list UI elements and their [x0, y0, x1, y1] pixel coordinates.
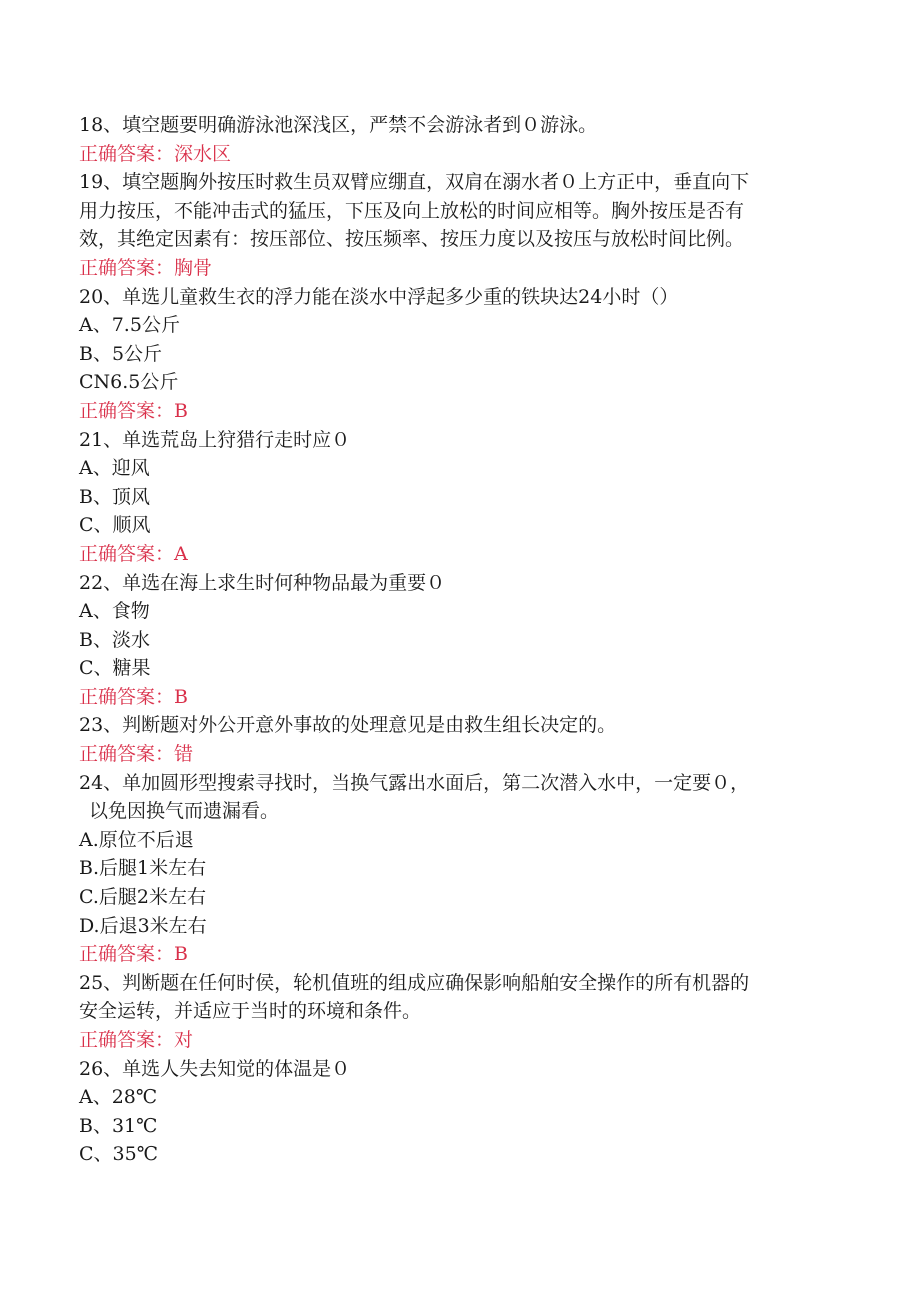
question-text: 22、单选在海上求生时何种物品最为重要０	[79, 571, 446, 594]
option-item: C.后腿2米左右	[79, 886, 206, 909]
answer-label: 正确答案：	[79, 256, 175, 279]
option-item: B、淡水	[79, 628, 150, 651]
answer-label: 正确答案：	[79, 685, 175, 708]
question-block	[79, 1055, 879, 1169]
answer-label: 正确答案：	[79, 943, 175, 966]
question-block	[79, 283, 879, 426]
answer-value: B	[174, 943, 188, 966]
answer-line	[79, 254, 879, 283]
question-text: 20、单选儿童救生衣的浮力能在淡水中浮起多少重的铁块达24小时（）	[79, 285, 679, 308]
answer-line	[79, 140, 879, 169]
answer-line	[79, 1026, 879, 1055]
answer-label: 正确答案：	[79, 542, 175, 565]
question-block	[79, 569, 879, 712]
document-page	[79, 111, 879, 1169]
answer-label: 正确答案：	[79, 743, 175, 766]
answer-line	[79, 940, 879, 969]
answer-line	[79, 540, 879, 569]
question-text: 安全运转，并适应于当时的环境和条件。	[79, 1000, 422, 1023]
answer-label: 正确答案：	[79, 1029, 175, 1051]
option-item: B.后腿1米左右	[79, 857, 207, 880]
answer-line	[79, 683, 879, 712]
option-item: B、顶风	[79, 485, 150, 508]
answer-value: 胸骨	[174, 256, 213, 279]
option-item: A、7.5公斤	[79, 314, 180, 337]
question-block	[79, 711, 879, 768]
question-block	[79, 426, 879, 569]
question-block	[79, 168, 879, 282]
answer-value: B	[174, 399, 188, 422]
answer-value: 对	[174, 1029, 194, 1051]
option-item: B、5公斤	[79, 342, 163, 365]
question-text: 23、判断题对外公开意外事故的处理意见是由救生组长决定的。	[79, 714, 617, 737]
question-text: 18、填空题要明确游泳池深浅区，严禁不会游泳者到０游泳。	[79, 114, 598, 136]
option-item: A、28℃	[79, 1086, 158, 1109]
answer-value: A	[174, 542, 188, 565]
question-text: 25、判断题在任何时侯，轮机值班的组成应确保影响船舶安全操作的所有机器的	[79, 971, 750, 994]
question-text: 效，其绝定因素有：按压部位、按压频率、按压力度以及按压与放松时间比例。	[79, 228, 745, 251]
question-block	[79, 111, 879, 168]
option-item: C、35℃	[79, 1143, 158, 1166]
question-block	[79, 969, 879, 1055]
question-text: 26、单选人失去知觉的体温是０	[79, 1057, 351, 1080]
question-block	[79, 769, 879, 969]
option-item: A、迎风	[79, 457, 150, 480]
question-text: 24、单加圆形型搜索寻找时，当换气露出水面后，第二次潜入水中，一定要０，	[79, 771, 750, 794]
answer-value: 深水区	[174, 142, 232, 165]
answer-line	[79, 740, 879, 769]
option-item: A、食物	[79, 600, 150, 623]
question-text: 用力按压，不能冲击式的猛压，下压及向上放松的时间应相等。胸外按压是否有	[79, 199, 745, 222]
option-item: C、糖果	[79, 657, 151, 680]
option-item: C、顺风	[79, 514, 151, 537]
question-text: 19、填空题胸外按压时救生员双臂应绷直，双肩在溺水者０上方正中，垂直向下	[79, 171, 750, 194]
answer-label: 正确答案：	[79, 142, 175, 165]
option-item: A.原位不后退	[79, 828, 194, 851]
option-item: B、31℃	[79, 1114, 158, 1137]
question-text: 21、单选荒岛上狩猎行走时应０	[79, 428, 351, 451]
answer-label: 正确答案：	[79, 399, 175, 422]
answer-line	[79, 397, 879, 426]
answer-value: B	[174, 685, 188, 708]
option-item: CN6.5公斤	[79, 371, 179, 394]
question-text: 以免因换气而遗漏看。	[89, 800, 280, 823]
option-item: D.后退3米左右	[79, 914, 207, 937]
answer-value: 错	[174, 743, 194, 766]
